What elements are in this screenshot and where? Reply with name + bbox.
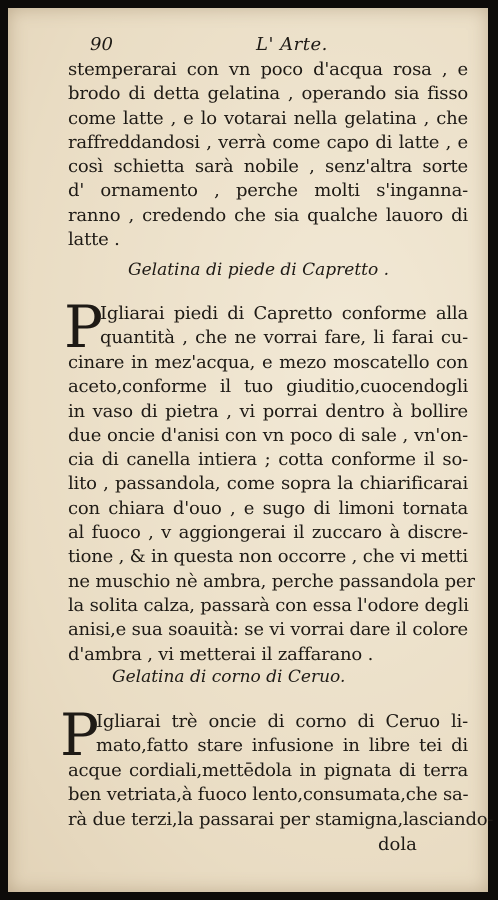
- text-line: al fuoco , v aggiongerai il zuccaro à discre-: [68, 522, 468, 544]
- page-header: [8, 32, 488, 58]
- text-line: quantità , che ne vorrai fare, li farai cu-: [100, 327, 468, 349]
- paragraph-ceruo: [68, 759, 494, 832]
- text-line: anisi,e sua soauità: se vi vorrai dare il colore: [68, 619, 468, 641]
- text-line: aceto,conforme il tuo giuditio,cuocendogli: [68, 376, 468, 398]
- drop-cap: P: [60, 701, 100, 769]
- catchword: dola: [378, 834, 417, 855]
- text-line: d'ambra , vi metterai il zaffarano .: [68, 643, 374, 665]
- text-line: con chiara d'ouo , e sugo di limoni tornata: [68, 497, 468, 519]
- section-heading-capretto: Gelatina di piede di Capretto .: [128, 260, 390, 280]
- text-line: Igliarai trè oncie di corno di Ceruo li-: [96, 711, 468, 732]
- paragraph-capretto: [68, 351, 475, 667]
- text-line: acque cordiali,mettēdola in pignata di terra: [68, 760, 468, 781]
- text-line: latte .: [68, 229, 120, 251]
- text-line: in vaso di pietra , vi porrai dentro à bollire: [68, 400, 468, 422]
- text-line: la solita calza, passarà con essa l'odore degli: [68, 594, 469, 616]
- text-line: come latte , e lo votarai nella gelatina , che: [68, 107, 468, 129]
- text-line: Igliarai piedi di Capretto conforme alla: [100, 303, 468, 324]
- drop-cap: P: [64, 293, 104, 361]
- text-line: rà due terzi,la passarai per stamigna,lasciando-: [68, 808, 494, 830]
- text-line: due oncie d'anisi con vn poco di sale , vn'on-: [68, 424, 468, 446]
- text-line: cia di canella intiera ; cotta conforme il so-: [68, 449, 468, 471]
- text-line: ben vetriata,à fuoco lento,consumata,che sa-: [68, 784, 469, 806]
- text-line: tione , & in questa non occorre , che vi metti: [68, 546, 468, 568]
- text-line: cinare in mez'acqua, e mezo moscatello con: [68, 352, 468, 373]
- text-line: ne muschio nè ambra, perche passandola per: [68, 570, 475, 592]
- paragraph-first-lines: [96, 710, 468, 759]
- text-line: d' ornamento , perche molti s'inganna-: [68, 180, 468, 202]
- running-title: L' Arte.: [256, 34, 328, 55]
- page-number: 90: [90, 34, 113, 55]
- text-line: ranno , credendo che sia qualche lauoro di: [68, 204, 468, 226]
- book-page: [8, 8, 494, 892]
- text-line: così schietta sarà nobile , senz'altra sorte: [68, 156, 468, 178]
- paragraph-first-lines: [100, 302, 468, 351]
- section-heading-ceruo: Gelatina di corno di Ceruo.: [112, 667, 346, 687]
- top-paragraph: [68, 58, 468, 252]
- text-line: lito , passandola, come sopra la chiarificarai: [68, 473, 468, 495]
- text-line: stemperarai con vn poco d'acqua rosa , e: [68, 59, 468, 80]
- text-line: mato,fatto stare infusione in libre tei di: [96, 735, 468, 757]
- text-line: raffreddandosi , verrà come capo di latte , e: [68, 131, 468, 153]
- text-line: brodo di detta gelatina , operando sia fisso: [68, 83, 468, 105]
